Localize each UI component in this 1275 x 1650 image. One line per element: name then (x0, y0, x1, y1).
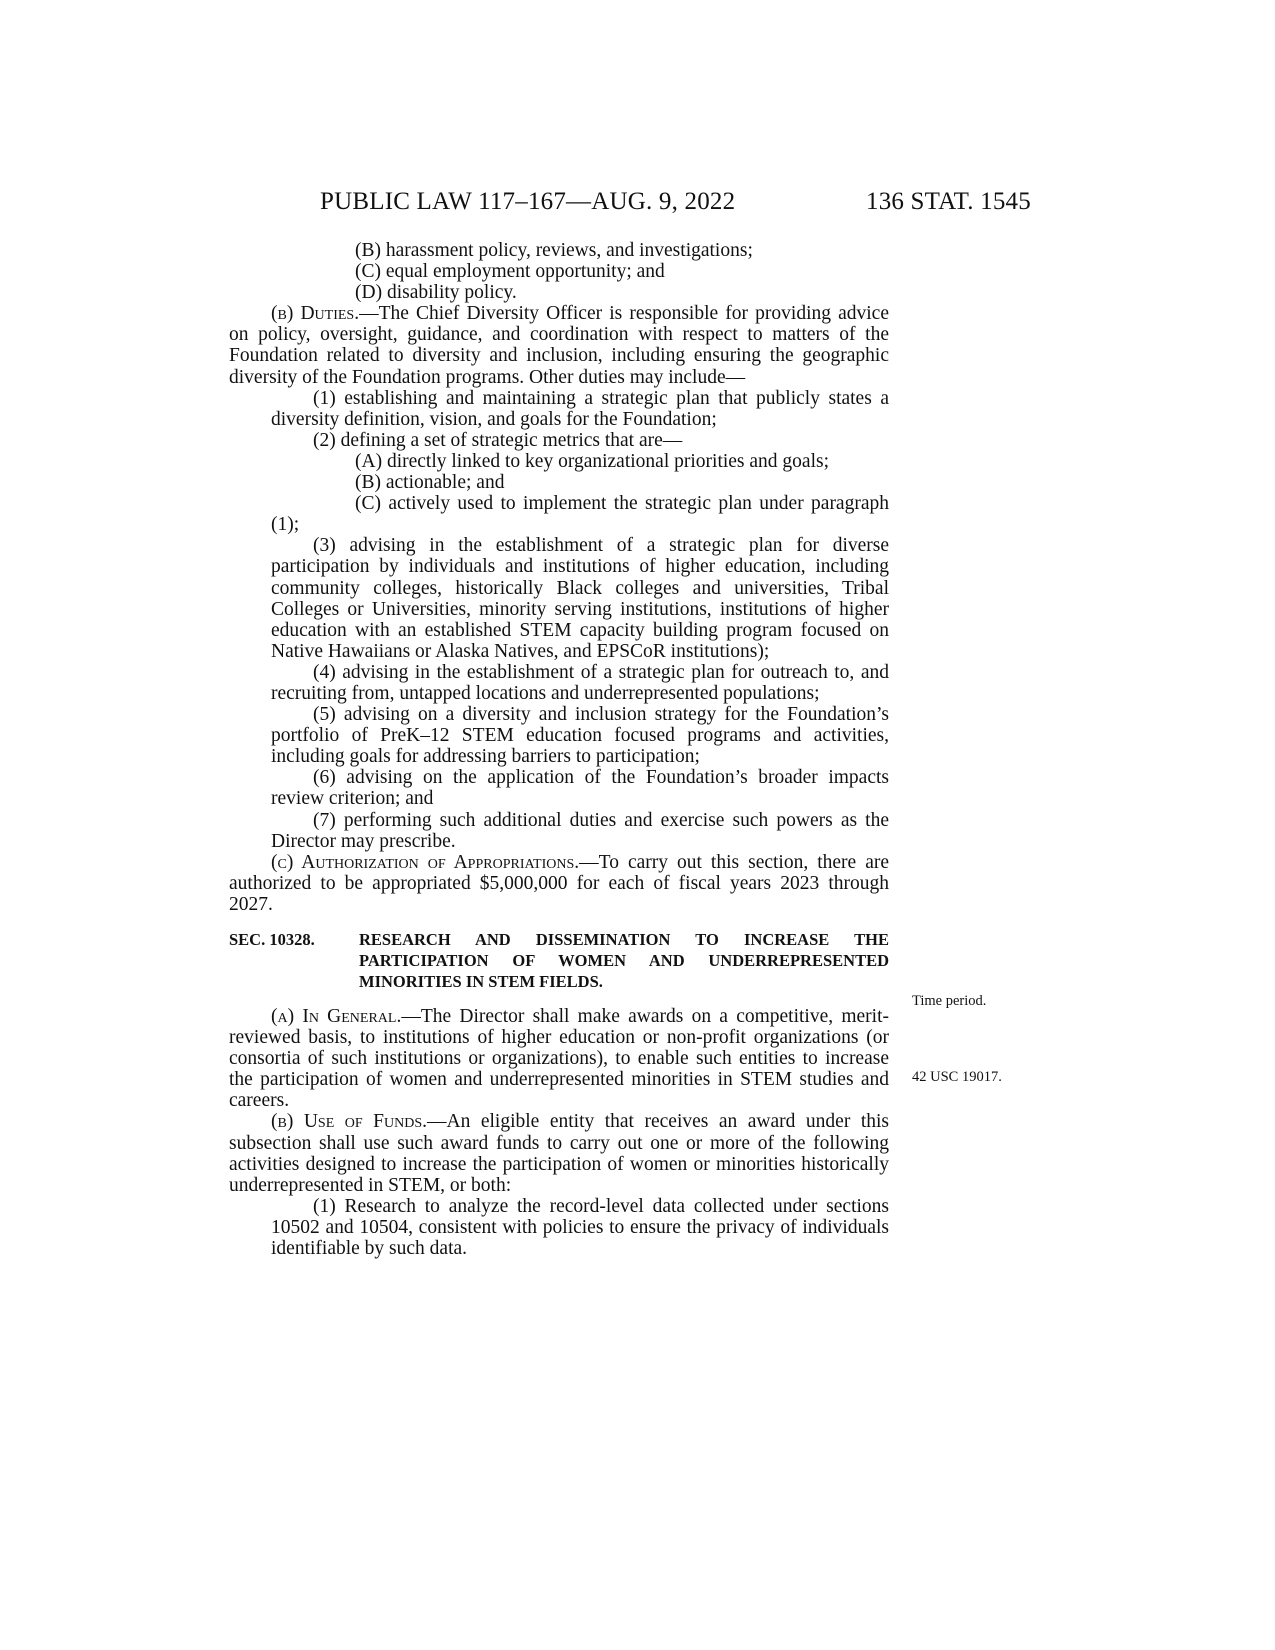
use-of-funds-heading: (b) Use of Funds. (271, 1111, 427, 1133)
authorization-text: —To carry out this section, there are authorized to be appropriated $5,000,000 for each of fiscal years 2023 through 2027. (229, 851, 889, 915)
item-c: (C) equal employment opportunity; and (355, 261, 665, 283)
section-heading (229, 929, 889, 992)
duties-paragraph (229, 303, 889, 387)
authorization-paragraph (229, 852, 889, 915)
use-of-funds-text: —An eligible entity that receives an award under this subsection shall use such award funds to carry out one or more of the following activities designed to increase the participation of women or minorities historically underrepresented in STEM, or both: (229, 1111, 889, 1196)
duty-1: (1) establishing and maintaining a strategic plan that publicly states a diversity definition, vision, and goals for the Foundation; (271, 387, 889, 430)
item-b: (B) harassment policy, reviews, and investigations; (355, 240, 753, 261)
duties-heading: (b) Duties. (271, 303, 360, 325)
duty-7: (7) performing such additional duties and exercise such powers as the Director may prescribe. (271, 809, 889, 852)
statute-body (229, 240, 889, 1259)
margin-note-time-period: Time period. (912, 993, 987, 1009)
in-general-heading: (a) In General. (271, 1006, 402, 1027)
use-of-funds-paragraph (229, 1111, 889, 1195)
duty-2-c: (C) actively used to implement the strategic plan under paragraph (1); (271, 493, 889, 536)
duties-text: —The Chief Diversity Officer is responsible for providing advice on policy, oversight, guidance, and coordination with respect to matters of the Foundation related to diversity and inclusion, including ensuring the geographic diversity of the Foundation programs. Other duties may include— (229, 303, 889, 388)
in-general-text: —The Director shall make awards on a competitive, merit-reviewed basis, to institutions of higher education or non-profit organizations (or consortia of such institutions or organizations), to enable such entities to increase the participation of women and underrepresented minorities in STEM studies and careers. (229, 1006, 889, 1112)
duty-5: (5) advising on a diversity and inclusion strategy for the Foundation’s portfolio of PreK–12 STEM education focused programs and activities, including goals for addressing barriers to participation; (271, 704, 889, 768)
section-title: RESEARCH AND DISSEMINATION TO INCREASE THE PARTICIPATION OF WOMEN AND UNDERREPRESENTED MINORITIES IN STEM FIELDS. (359, 930, 889, 991)
item-d: (D) disability policy. (355, 282, 517, 304)
in-general-paragraph (229, 1006, 889, 1111)
authorization-heading: (c) Authorization of Appropriations. (271, 851, 580, 873)
duty-2-a: (A) directly linked to key organizational priorities and goals; (355, 450, 830, 472)
statute-page-number: 136 STAT. 1545 (866, 188, 1031, 215)
duty-6: (6) advising on the application of the Foundation’s broader impacts review criterion; and (271, 767, 889, 810)
public-law-citation: PUBLIC LAW 117–167—AUG. 9, 2022 (320, 188, 736, 215)
duty-2: (2) defining a set of strategic metrics that are— (313, 429, 683, 451)
duty-2-b: (B) actionable; and (355, 472, 505, 494)
activity-1: (1) Research to analyze the record-level data collected under sections 10502 and 10504, consistent with policies to ensure the privacy of individuals identifiable by such data. (271, 1195, 889, 1260)
running-header (0, 188, 1275, 222)
duty-4: (4) advising in the establishment of a strategic plan for outreach to, and recruiting from, untapped locations and underrepresented populations; (271, 661, 889, 704)
section-number: SEC. 10328. (229, 930, 315, 949)
duty-3: (3) advising in the establishment of a strategic plan for diverse participation by individuals and institutions of higher education, including community colleges, historically Black colleges and universities, Tribal Colleges or Universities, minority serving institutions, institutions of higher education with an established STEM capacity building program focused on Native Hawaiians or Alaska Natives, and EPSCoR institutions); (271, 535, 889, 662)
margin-note-usc: 42 USC 19017. (912, 1069, 1002, 1085)
